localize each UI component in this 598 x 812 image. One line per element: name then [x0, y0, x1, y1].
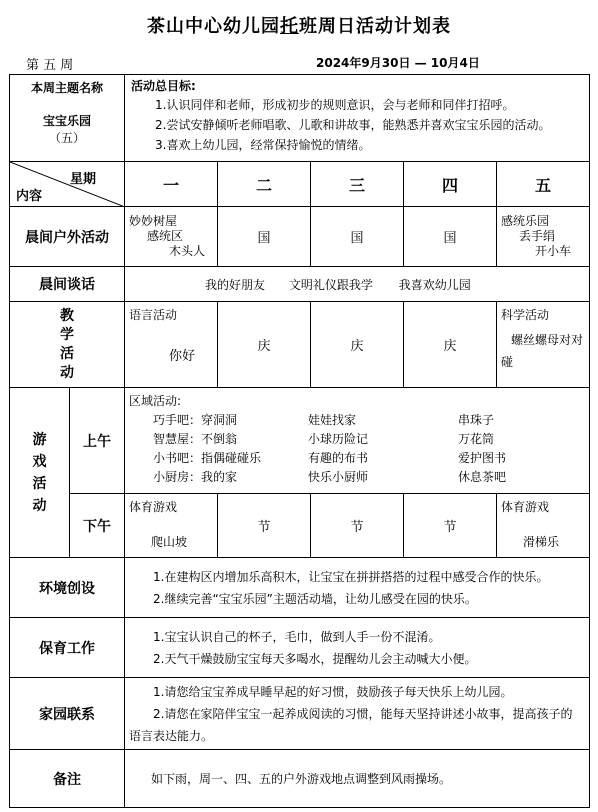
date-range: 2024年9月30日 — 10月4日 [316, 56, 480, 70]
morning-outdoor-thu: 国 [404, 207, 497, 267]
area-item: 智慧屋：不倒翁 [153, 432, 238, 446]
label-char: 动 [32, 497, 47, 514]
morning-talk-topics [125, 267, 590, 302]
area-title: 区域活动: [129, 394, 182, 408]
label-char: 活 [32, 475, 47, 492]
environment-item: 2.继续完善“宝宝乐园”主题活动墙，让幼儿感受在园的快乐。 [153, 591, 477, 606]
notes-label: 备注 [10, 750, 125, 808]
home-item: 2.请您在家陪伴宝宝一起养成阅读的习惯，能每天坚持讲述小故事，提高孩子的语言表达能力。 [129, 706, 573, 743]
games-label [10, 388, 70, 558]
activity-text: 丢手绢 [519, 229, 556, 243]
activity-text: 木头人 [169, 244, 206, 258]
label-char: 教 [60, 307, 74, 324]
area-item: 小书吧：指偶碰碰乐 [153, 451, 262, 465]
label-char: 学 [60, 326, 74, 343]
care-label: 保育工作 [10, 618, 125, 678]
teaching-label [10, 302, 125, 388]
area-item: 万花筒 [458, 432, 495, 446]
teaching-tue: 庆 [218, 302, 311, 388]
area-activities [125, 388, 590, 494]
environment-label: 环境创设 [10, 558, 125, 618]
day-wed: 三 [311, 162, 404, 207]
teaching-wed: 庆 [311, 302, 404, 388]
games-pm-fri [497, 494, 590, 558]
teaching-fri [497, 302, 590, 388]
environment-item: 1.在建构区内增加乐高积木，让宝宝在拼拼搭搭的过程中感受合作的快乐。 [153, 569, 549, 584]
day-mon: 一 [125, 162, 218, 207]
activity-type: 体育游戏 [129, 500, 178, 514]
morning-outdoor-label: 晨间户外活动 [10, 207, 125, 267]
games-pm-thu: 节 [404, 494, 497, 558]
title-suffix: 班周日活动计划表 [299, 16, 451, 37]
teaching-mon [125, 302, 218, 388]
games-pm-wed: 节 [311, 494, 404, 558]
games-pm-label: 下午 [70, 494, 125, 558]
area-item: 有趣的布书 [308, 451, 369, 465]
page-title [0, 12, 598, 38]
activity-name: 螺丝螺母对对碰 [501, 333, 584, 369]
day-thu: 四 [404, 162, 497, 207]
week-label: 第 五 周 [26, 58, 74, 73]
morning-outdoor-wed: 国 [311, 207, 404, 267]
activity-text: 妙妙树屋 [129, 214, 178, 228]
title-class: 托 [280, 16, 299, 37]
area-item: 娃娃找家 [308, 413, 357, 427]
label-char: 戏 [32, 453, 47, 470]
label-char: 活 [60, 345, 74, 362]
talk-topic: 文明礼仪跟我学 [288, 277, 373, 292]
activity-type: 语言活动 [129, 308, 178, 322]
care-item: 1.宝宝认识自己的杯子，毛巾，做到人手一份不混淆。 [153, 629, 441, 644]
theme-cell [10, 75, 125, 162]
home-item: 1.请您给宝宝养成早睡早起的好习惯，鼓励孩子每天快乐上幼儿园。 [153, 684, 513, 699]
morning-outdoor-mon [125, 207, 218, 267]
goal-item: 3.喜欢上幼儿园，经常保持愉悦的情绪。 [155, 138, 371, 152]
talk-topic: 我喜欢幼儿园 [398, 277, 471, 292]
care-item: 2.天气干燥鼓励宝宝每天多喝水，提醒幼儿会主动喊大小便。 [153, 651, 477, 666]
area-item: 休息茶吧 [458, 470, 507, 484]
activity-name: 爬山坡 [151, 535, 188, 549]
theme-label: 本周主题名称 [31, 81, 104, 95]
weekday-label: 星期 [70, 172, 97, 187]
activity-type: 科学活动 [501, 308, 550, 322]
care-content [125, 618, 590, 678]
theme-name: 宝宝乐园 [43, 114, 92, 128]
activity-name: 你好 [169, 349, 196, 364]
day-tue: 二 [218, 162, 311, 207]
area-item: 巧手吧：穿洞洞 [153, 413, 238, 427]
day-fri: 五 [497, 162, 590, 207]
area-item: 小球历险记 [308, 432, 369, 446]
content-label: 内容 [16, 189, 43, 204]
home-contact-label: 家园联系 [10, 678, 125, 750]
morning-outdoor-tue: 国 [218, 207, 311, 267]
activity-name: 滑梯乐 [523, 535, 560, 549]
theme-sub: （五） [49, 131, 86, 145]
label-char: 动 [60, 364, 74, 381]
goal-item: 2.尝试安静倾听老师唱歌、儿歌和讲故事，能熟悉并喜欢宝宝乐园的活动。 [155, 118, 551, 132]
weekly-plan-table [9, 74, 590, 808]
notes-content [125, 750, 590, 808]
area-item: 串珠子 [458, 413, 495, 427]
home-contact-content [125, 678, 590, 750]
games-am-label: 上午 [70, 388, 125, 494]
notes-text: 如下雨，周一、四、五的户外游戏地点调整到风雨操场。 [151, 772, 452, 786]
activity-text: 感统区 [147, 229, 184, 243]
environment-content [125, 558, 590, 618]
morning-talk-label: 晨间谈话 [10, 267, 125, 302]
games-pm-mon [125, 494, 218, 558]
title-school: 茶山中心幼儿园 [147, 16, 280, 37]
label-char: 游 [32, 431, 47, 448]
area-item: 小厨房：我的家 [153, 470, 238, 484]
activity-type: 体育游戏 [501, 500, 550, 514]
area-item: 快乐小厨师 [308, 470, 369, 484]
goals-title: 活动总目标: [131, 79, 196, 93]
activity-text: 开小车 [535, 244, 572, 258]
goal-item: 1.认识同伴和老师，形成初步的规则意识，会与老师和同伴打招呼。 [155, 98, 515, 112]
games-pm-tue: 节 [218, 494, 311, 558]
talk-topic: 我的好朋友 [205, 277, 266, 292]
area-item: 爱护图书 [458, 451, 507, 465]
morning-outdoor-fri [497, 207, 590, 267]
goals-cell [125, 75, 590, 162]
day-header-corner [10, 162, 125, 207]
activity-text: 感统乐园 [501, 214, 550, 228]
teaching-thu: 庆 [404, 302, 497, 388]
